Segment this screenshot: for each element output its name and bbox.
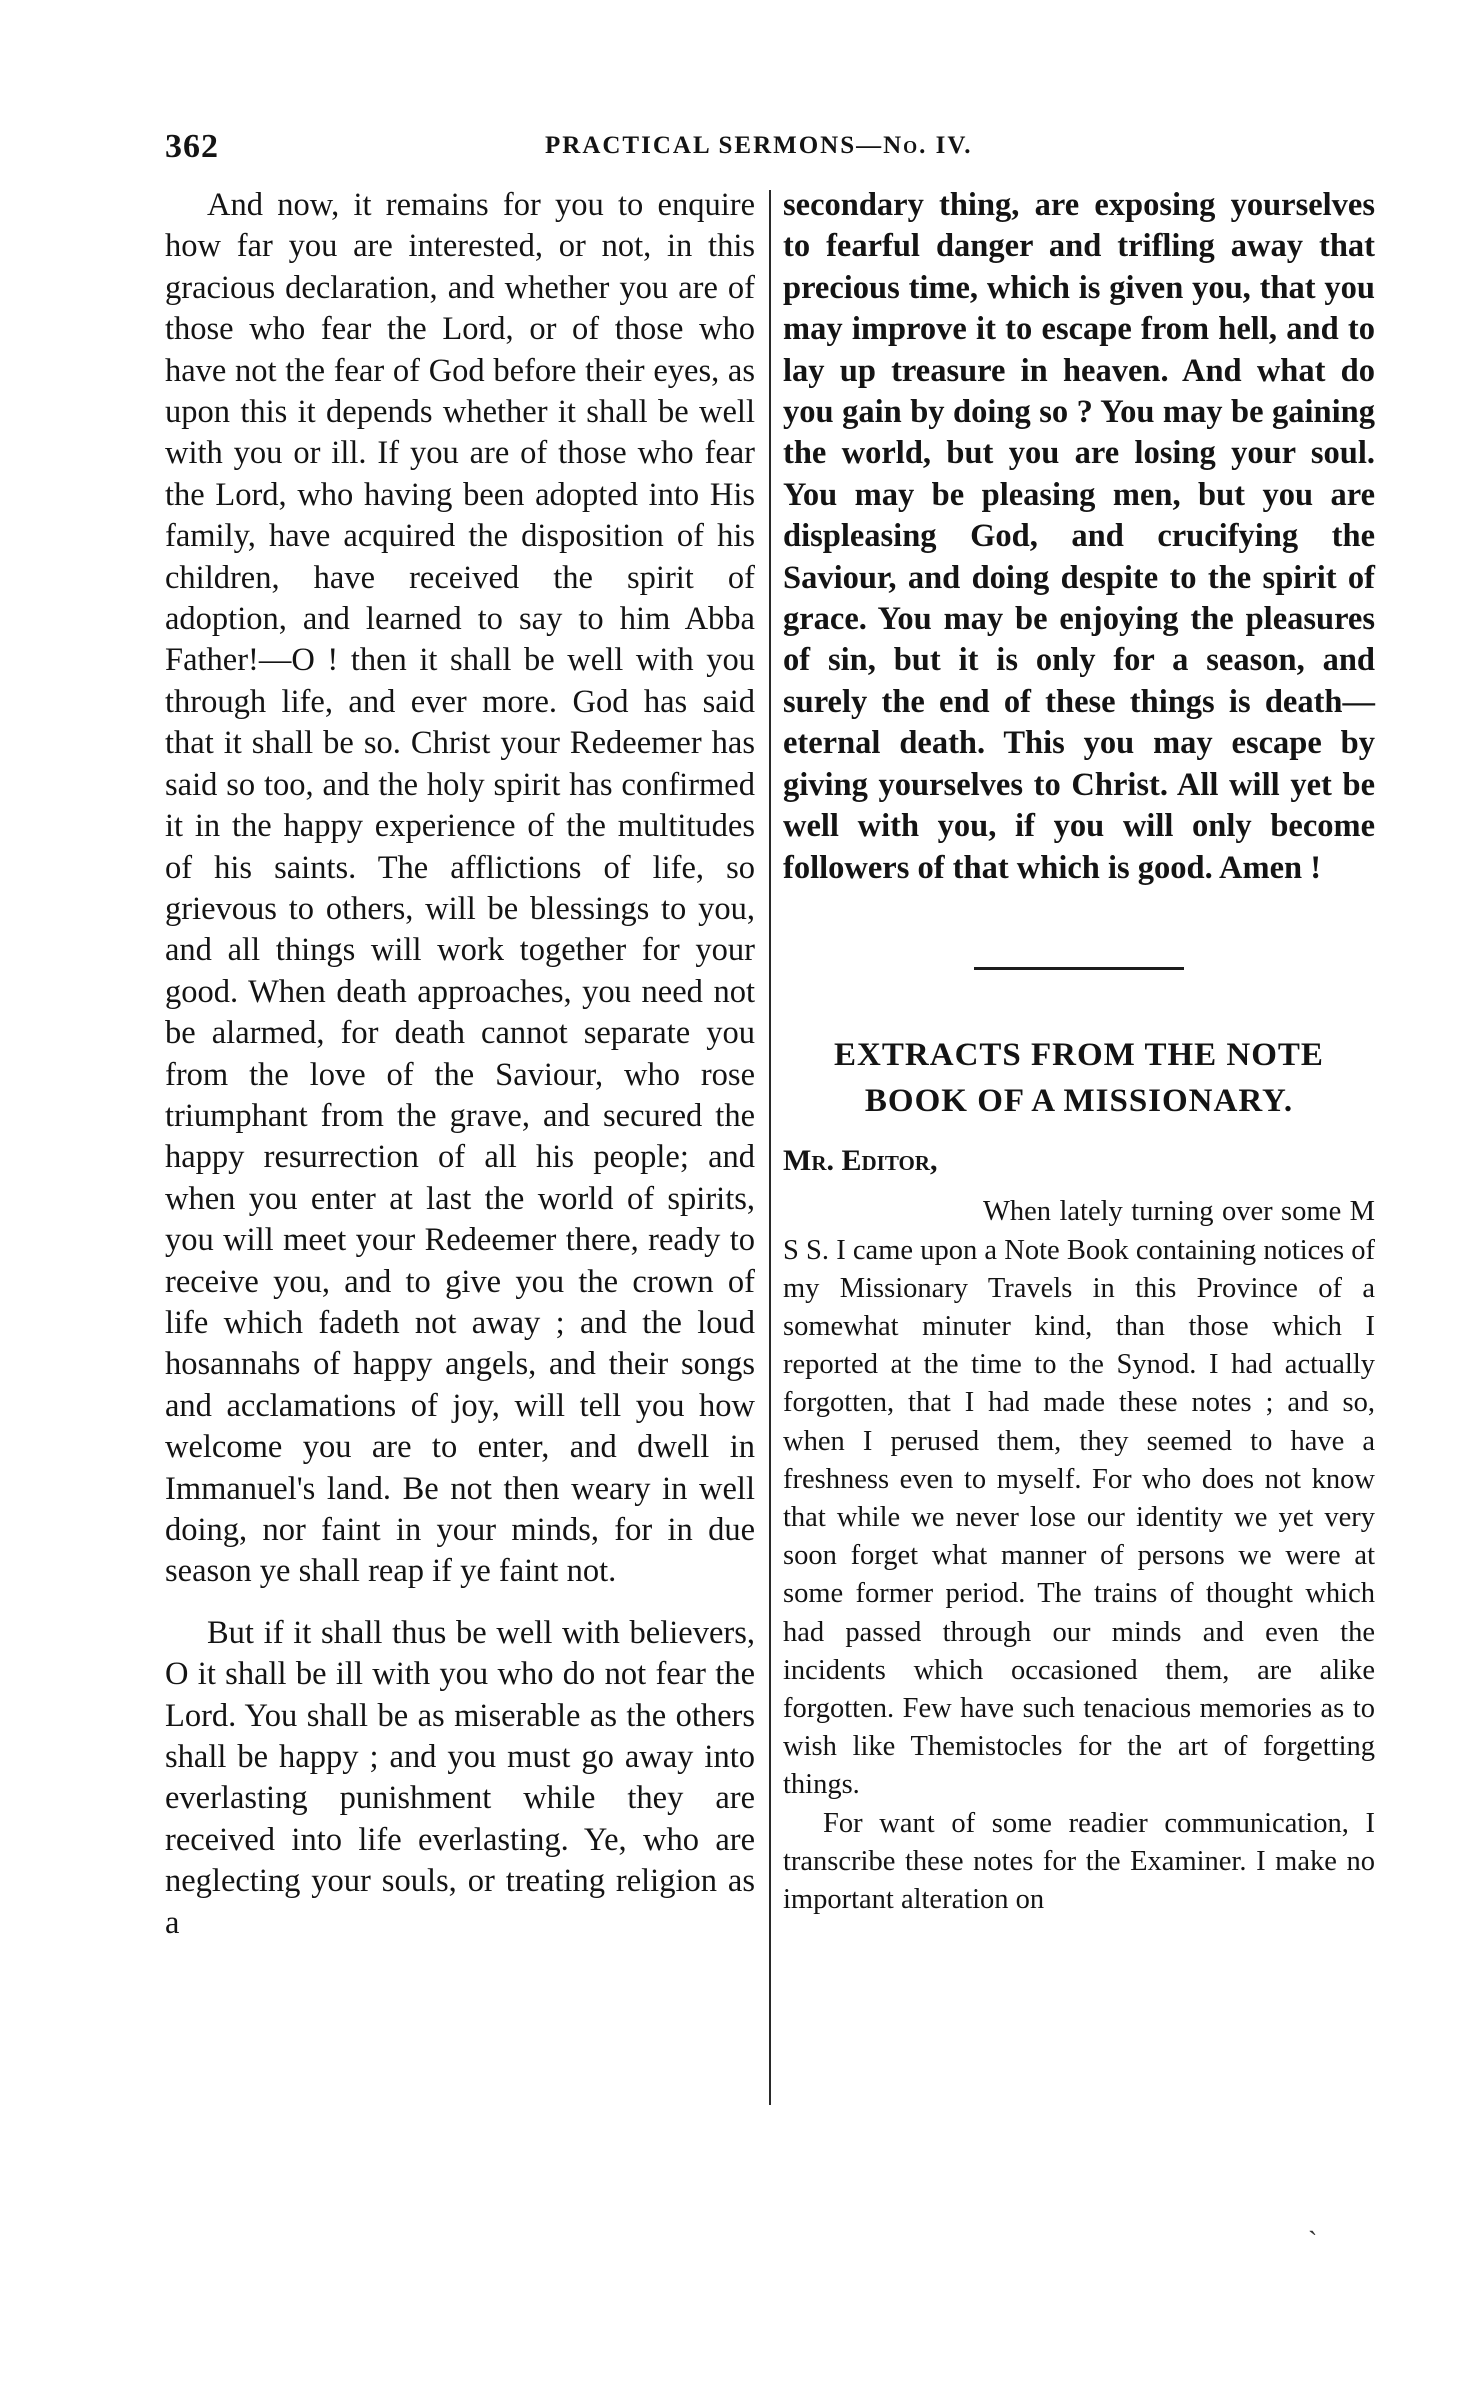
- page-number: 362: [165, 128, 219, 165]
- stray-ink-mark: ˎ: [1308, 2205, 1318, 2236]
- article-title-line-2: BOOK OF A MISSIONARY.: [864, 1082, 1294, 1119]
- column-divider: [769, 190, 771, 2105]
- letter-paragraph-2: For want of some readier communication, I transcribe these notes for the Examiner. I make no important alteration on: [783, 1807, 1375, 1915]
- section-divider-rule: [974, 967, 1184, 970]
- running-title: PRACTICAL SERMONS—No. IV.: [545, 132, 973, 159]
- left-column: [165, 185, 755, 1944]
- sermon-continuation: secondary thing, are exposing yourselves to fearful danger and trifling away that precious time, which is given you, that you may improve it to escape from hell, and to lay up treasure in heaven. And what do you gain by doing so ? You may be gaining the world, but you are losing your soul. You may be pleasing men, but you are displeasing God, and crucifying the Saviour, and doing despite to the spirit of grace. You may be enjoying the pleasures of sin, but it is only for a season, and surely the end of these things is death—eternal death. This you may escape by giving yourselves to Christ. All will yet be well with you, if you will only become followers of that which is good. Amen !: [783, 187, 1375, 886]
- sermon-paragraph-1: And now, it remains for you to enquire how far you are interested, or not, in this gracious declaration, and whether you are of those who fear the Lord, or of those who have not the fear of God before their eyes, as upon this it depends whether it shall be well with you or ill. If you are of those who fear the Lord, who having been adopted into His family, have acquired the disposition of his children, have received the spirit of adoption, and learned to say to him Abba Father!—O ! then it shall be well with you through life, and ever more. God has said that it shall be so. Christ your Redeemer has said so too, and the holy spirit has confirmed it in the happy experience of the multitudes of his saints. The afflictions of life, so grievous to others, will be blessings to you, and all things will work together for your good. When death approaches, you need not be alarmed, for death cannot separate you from the love of the Saviour, who rose triumphant from the grave, and secured the happy resurrection of all his people; and when you enter at last the world of spirits, you will meet your Redeemer there, ready to receive you, and to give you the crown of life which fadeth not away ; and the loud hosannahs of happy angels, and their songs and acclamations of joy, will tell you how welcome you are to enter, and dwell in Immanuel's land. Be not then weary in well doing, nor faint in your minds, for in due season ye shall reap if ye faint not.: [165, 187, 755, 1590]
- letter-paragraph-1: When lately turning over some M S S. I came upon a Note Book containing notices of my Missionary Travels in this Province of a somewhat minuter kind, than those which I reported at the time to the Synod. I had actually forgotten, that I had made these notes ; and so, when I perused them, they seemed to have a freshness even to myself. For who does not know that while we never lose our identity we yet very soon forget what manner of persons we were at some former period. The trains of thought which had passed through our minds and even the incidents which occasioned them, are alike forgotten. Few have such tenacious memories as to wish like Themistocles for the art of forgetting things.: [783, 1196, 1375, 1801]
- sermon-paragraph-2: But if it shall thus be well with believers, O it shall be ill with you who do not fear the Lord. You shall be as miserable as the others shall be happy ; and you must go away into everlasting punishment while they are received into life everlasting. Ye, who are neglecting your souls, or treating religion as a: [165, 1614, 755, 1941]
- salutation: Mr. Editor,: [783, 1143, 938, 1177]
- right-column: [783, 185, 1375, 1919]
- running-head: [165, 128, 1360, 172]
- article-title-line-1: EXTRACTS FROM THE NOTE: [834, 1036, 1324, 1073]
